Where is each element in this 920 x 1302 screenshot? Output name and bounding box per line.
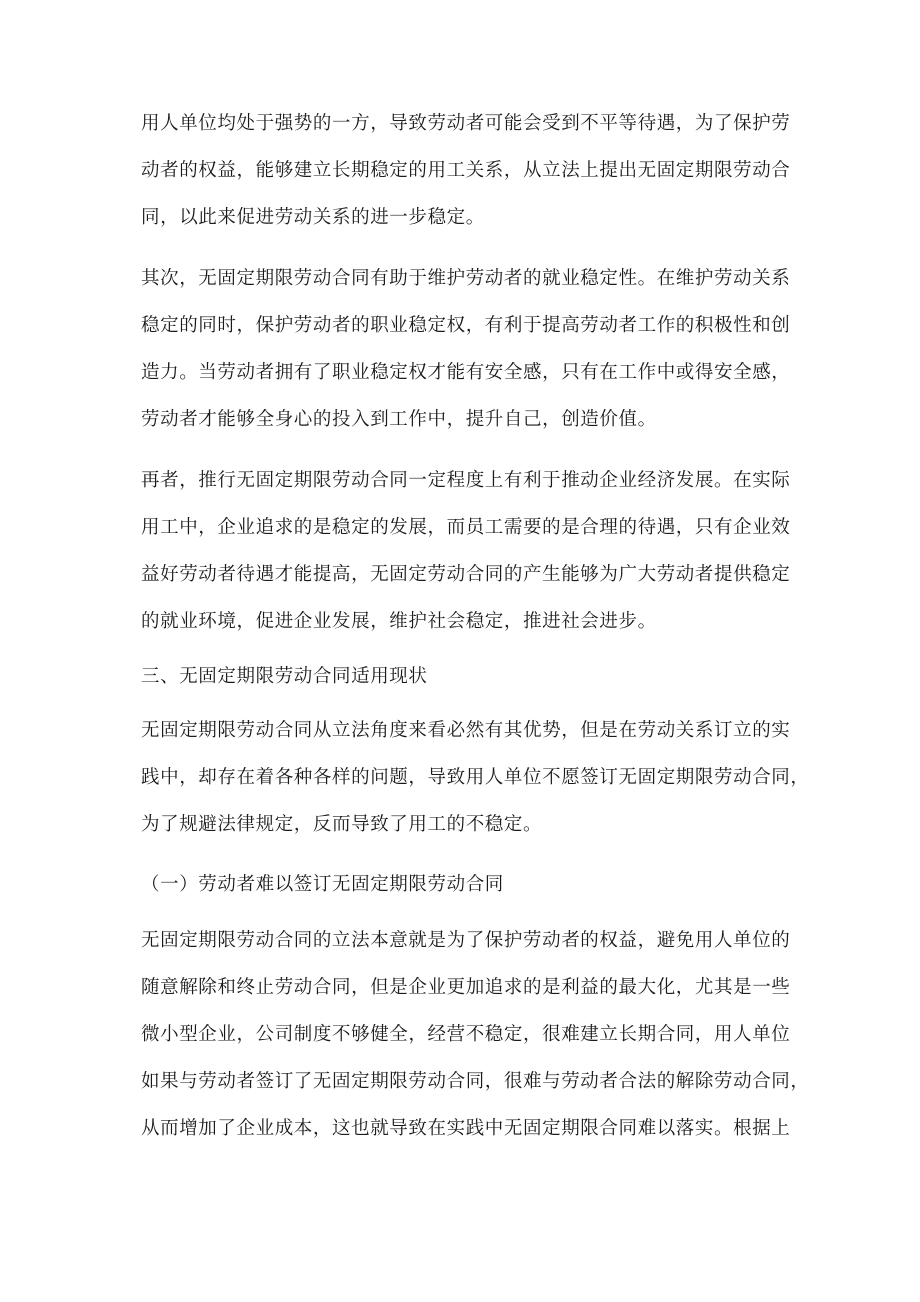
paragraph-5-line-3: 微小型企业，公司制度不够健全，经营不稳定，很难建立长期合同，用人单位 — [141, 1024, 791, 1045]
paragraph-5-line-1: 无固定期限劳动合同的立法本意就是为了保护劳动者的权益，避免用人单位的 — [141, 930, 791, 951]
paragraph-1-line-2: 动者的权益，能够建立长期稳定的用工关系，从立法上提出无固定期限劳动合 — [141, 160, 791, 181]
paragraph-3-line-4: 的就业环境，促进企业发展，维护社会稳定，推进社会进步。 — [141, 611, 657, 632]
paragraph-1-line-3: 同，以此来促进劳动关系的进一步稳定。 — [141, 207, 485, 228]
paragraph-4-line-2: 践中，却存在着各种各样的问题，导致用人单位不愿签订无固定期限劳动合同， — [141, 767, 810, 788]
paragraph-5-line-5: 从而增加了企业成本，这也就导致在实践中无固定期限合同难以落实。根据上 — [141, 1118, 791, 1139]
paragraph-4-line-3: 为了规避法律规定，反而导致了用工的不稳定。 — [141, 814, 543, 835]
paragraph-3-line-3: 益好劳动者待遇才能提高，无固定劳动合同的产生能够为广大劳动者提供稳定 — [141, 564, 791, 585]
paragraph-2-line-3: 造力。当劳动者拥有了职业稳定权才能有安全感，只有在工作中或得安全感， — [141, 362, 791, 383]
paragraph-3-line-1: 再者，推行无固定期限劳动合同一定程度上有利于推动企业经济发展。在实际 — [141, 470, 791, 491]
paragraph-5-line-4: 如果与劳动者签订了无固定期限劳动合同，很难与劳动者合法的解除劳动合同， — [141, 1071, 810, 1092]
section-heading: 三、无固定期限劳动合同适用现状 — [141, 666, 428, 687]
paragraph-2-line-2: 稳定的同时，保护劳动者的职业稳定权，有利于提高劳动者工作的积极性和创 — [141, 315, 791, 336]
paragraph-3-line-2: 用工中，企业追求的是稳定的发展，而员工需要的是合理的待遇，只有企业效 — [141, 517, 791, 538]
paragraph-1-line-1: 用人单位均处于强势的一方，导致劳动者可能会受到不平等待遇，为了保护劳 — [141, 113, 791, 134]
paragraph-4-line-1: 无固定期限劳动合同从立法角度来看必然有其优势，但是在劳动关系订立的实 — [141, 720, 791, 741]
paragraph-5-line-2: 随意解除和终止劳动合同，但是企业更加追求的是利益的最大化，尤其是一些 — [141, 977, 791, 998]
paragraph-2-line-1: 其次，无固定期限劳动合同有助于维护劳动者的就业稳定性。在维护劳动关系 — [141, 268, 791, 289]
paragraph-2-line-4: 劳动者才能够全身心的投入到工作中，提升自己，创造价值。 — [141, 409, 657, 430]
subsection-heading: （一）劳动者难以签订无固定期限劳动合同 — [141, 874, 504, 895]
